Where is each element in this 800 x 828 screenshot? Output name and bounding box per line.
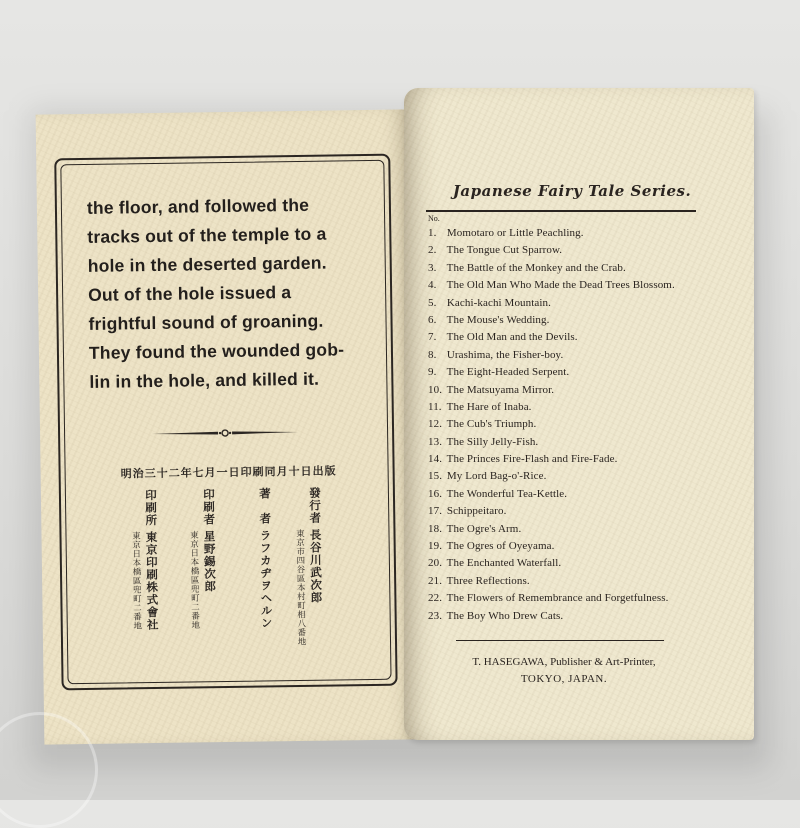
tale-title: The Wonderful Tea-Kettle. — [446, 487, 568, 500]
tale-title: The Boy Who Drew Cats. — [446, 609, 564, 622]
story-line: lin in the hole, and killed it. — [89, 368, 320, 392]
number-label: No. — [428, 214, 440, 223]
tale-number: 2. — [428, 244, 437, 257]
publisher-name: 長谷川武次郎 — [308, 528, 324, 604]
tale-title: The Hare of Inaba. — [446, 400, 532, 413]
tale-item — [428, 347, 675, 364]
ornament-divider — [150, 427, 300, 439]
tale-item — [428, 555, 675, 572]
tale-title: My Lord Bag-o'-Rice. — [446, 470, 547, 483]
tale-item — [428, 486, 675, 503]
tale-number: 3. — [428, 261, 437, 274]
story-line: the floor, and followed the — [86, 194, 310, 218]
tale-number: 4. — [428, 279, 437, 292]
printer-label: 印刷者 — [201, 488, 217, 526]
tale-number: 20. — [428, 557, 443, 570]
story-line: They found the wounded gob- — [88, 339, 345, 363]
tale-item — [428, 573, 675, 590]
printer-address: 東京日本橋區兜町二番地 — [188, 530, 200, 630]
story-line: frightful sound of groaning. — [88, 310, 324, 334]
tale-number: 10. — [428, 383, 443, 396]
tale-title: Schippeitaro. — [446, 505, 507, 518]
tale-title: The Matsuyama Mirror. — [446, 383, 555, 396]
publisher-label: 發行者 — [307, 486, 323, 525]
tale-number: 14. — [428, 453, 443, 466]
publisher-line: T. HASEGAWA, Publisher & Art-Printer, — [472, 656, 656, 668]
author-label: 著 者 — [257, 487, 273, 526]
tale-title: The Princes Fire-Flash and Fire-Fade. — [446, 453, 618, 466]
tale-title: Urashima, the Fisher-boy. — [446, 348, 564, 361]
publisher-address: 東京市四谷區本村町相八番地 — [294, 528, 307, 647]
tale-title: The Cub's Triumph. — [446, 418, 537, 431]
tale-title: The Old Man and the Devils. — [446, 331, 578, 344]
tale-title: The Tongue Cut Sparrow. — [446, 244, 563, 257]
tale-title: The Silly Jelly-Fish. — [446, 435, 539, 448]
tale-item — [428, 225, 675, 242]
colophon-date-line: 明治三十二年七月一日印刷同月十日出版 — [120, 464, 337, 481]
tale-title: The Ogres of Oyeyama. — [446, 540, 555, 553]
tale-item — [428, 503, 675, 520]
tale-item — [428, 382, 675, 399]
tale-number: 1. — [428, 227, 437, 239]
tale-item — [428, 295, 675, 312]
tale-item — [428, 451, 675, 468]
footer-rule — [456, 640, 664, 641]
tale-number: 23. — [428, 609, 443, 622]
tale-number: 13. — [428, 435, 443, 448]
tale-item — [428, 521, 675, 538]
tale-item — [428, 416, 675, 433]
tale-number: 19. — [428, 540, 443, 553]
author-name: ラフカヂヲヘルン — [258, 529, 274, 630]
tale-title: The Enchanted Waterfall. — [446, 557, 562, 570]
tale-number: 15. — [428, 470, 443, 483]
tale-number: 8. — [428, 348, 437, 361]
tale-number: 18. — [428, 522, 443, 535]
tale-list — [428, 225, 675, 625]
tale-number: 5. — [428, 296, 437, 309]
tale-item — [428, 329, 675, 346]
tale-number: 21. — [428, 574, 443, 587]
tale-title: Momotaro or Little Peachling. — [446, 227, 584, 239]
story-line: tracks out of the temple to a — [87, 223, 327, 247]
printer-name: 星野錫次郎 — [202, 530, 218, 593]
tale-number: 6. — [428, 313, 437, 326]
tale-title: The Mouse's Wedding. — [446, 313, 550, 326]
tale-title: The Ogre's Arm. — [446, 522, 522, 535]
tale-item — [428, 399, 675, 416]
title-rule — [426, 210, 696, 212]
tale-number: 7. — [428, 331, 437, 344]
tale-item — [428, 434, 675, 451]
story-line: hole in the deserted garden. — [87, 252, 327, 276]
tale-item — [428, 608, 675, 625]
tale-number: 22. — [428, 592, 443, 605]
tale-item — [428, 242, 675, 259]
tale-item — [428, 364, 675, 381]
press-name: 東京印刷株式會社 — [144, 530, 160, 632]
tale-title: The Battle of the Monkey and the Crab. — [446, 261, 626, 274]
tale-item — [428, 468, 675, 485]
story-line: Out of the hole issued a — [88, 282, 292, 305]
tale-item — [428, 312, 675, 329]
tale-title: Three Reflections. — [446, 574, 530, 587]
city-line: TOKYO, JAPAN. — [520, 673, 608, 685]
series-title: Japanese Fairy Tale Series. — [452, 182, 692, 200]
tale-title: The Old Man Who Made the Dead Trees Blossom. — [446, 279, 675, 292]
tale-number: 9. — [428, 366, 437, 379]
left-page — [36, 109, 417, 744]
tale-number: 11. — [428, 400, 442, 413]
tale-item — [428, 277, 675, 294]
tale-title: The Eight-Headed Serpent. — [446, 366, 570, 379]
tale-title: The Flowers of Remembrance and Forgetfulness. — [446, 592, 669, 605]
tale-number: 17. — [428, 505, 443, 518]
tale-title: Kachi-kachi Mountain. — [446, 296, 551, 309]
right-page — [404, 88, 754, 740]
press-address: 東京日本橋區兜町二番地 — [130, 531, 142, 631]
tale-item — [428, 538, 675, 555]
tale-number: 12. — [428, 418, 443, 431]
tale-number: 16. — [428, 487, 443, 500]
press-label: 印刷所 — [143, 488, 159, 527]
tale-item — [428, 590, 675, 607]
page-border-frame — [54, 154, 397, 691]
tale-item — [428, 260, 675, 277]
